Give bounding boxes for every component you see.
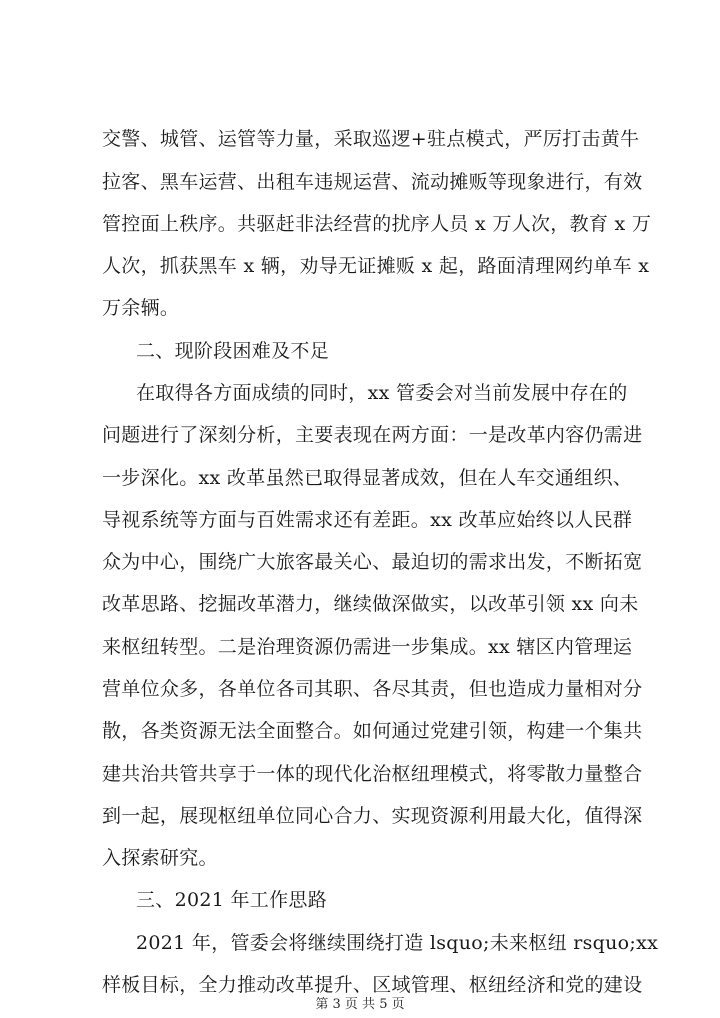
page-number-footer: 第 3 页 共 5 页 [315,997,405,1012]
paragraph-line: 入探索研究。 [102,847,218,869]
paragraph-line: 众为中心，围绕广大旅客最关心、最迫切的需求出发，不断拓宽 [102,551,643,573]
paragraph-line: 到一起，展现枢纽单位同心合力、实现资源利用最大化，值得深 [102,805,643,827]
paragraph-line: 改革思路、挖掘改革潜力，继续做深做实，以改革引领 xx 向未 [102,593,639,615]
paragraph-line: 2021 年，管委会将继续围绕打造 lsquo;未来枢纽 rsquo;xx [136,932,659,954]
paragraph-line: 拉客、黑车运营、出租车违规运营、流动摊贩等现象进行，有效 [102,171,643,193]
paragraph-line: 管控面上秩序。共驱赶非法经营的扰序人员 x 万人次，教育 x 万 [102,213,652,235]
paragraph-line: 散，各类资源无法全面整合。如何通过党建引领，构建一个集共 [102,720,643,742]
paragraph-line: 导视系统等方面与百姓需求还有差距。xx 改革应始终以人民群 [102,509,633,531]
paragraph-line: 交警、城管、运管等力量，采取巡逻+驻点模式，严厉打击黄牛 [102,128,640,150]
paragraph-line: 问题进行了深刻分析，主要表现在两方面：一是改革内容仍需进 [102,424,643,446]
paragraph-line: 在取得各方面成绩的同时，xx 管委会对当前发展中存在的 [136,382,628,404]
paragraph-line: 万余辆。 [102,297,180,319]
paragraph-line: 人次，抓获黑车 x 辆，劝导无证摊贩 x 起，路面清理网约单车 x [102,255,650,277]
section-heading: 二、现阶段困难及不足 [136,340,330,362]
paragraph-line: 样板目标，全力推动改革提升、区域管理、枢纽经济和党的建设 [102,974,643,996]
paragraph-line: 营单位众多，各单位各司其职、各尽其责，但也造成力量相对分 [102,678,643,700]
paragraph-line: 一步深化。xx 改革虽然已取得显著成效，但在人车交通组织、 [102,467,633,489]
paragraph-line: 来枢纽转型。二是治理资源仍需进一步集成。xx 辖区内管理运 [102,636,633,658]
paragraph-line: 建共治共管共享于一体的现代化治枢纽理模式，将零散力量整合 [102,763,643,785]
section-heading: 三、2021 年工作思路 [136,889,327,911]
